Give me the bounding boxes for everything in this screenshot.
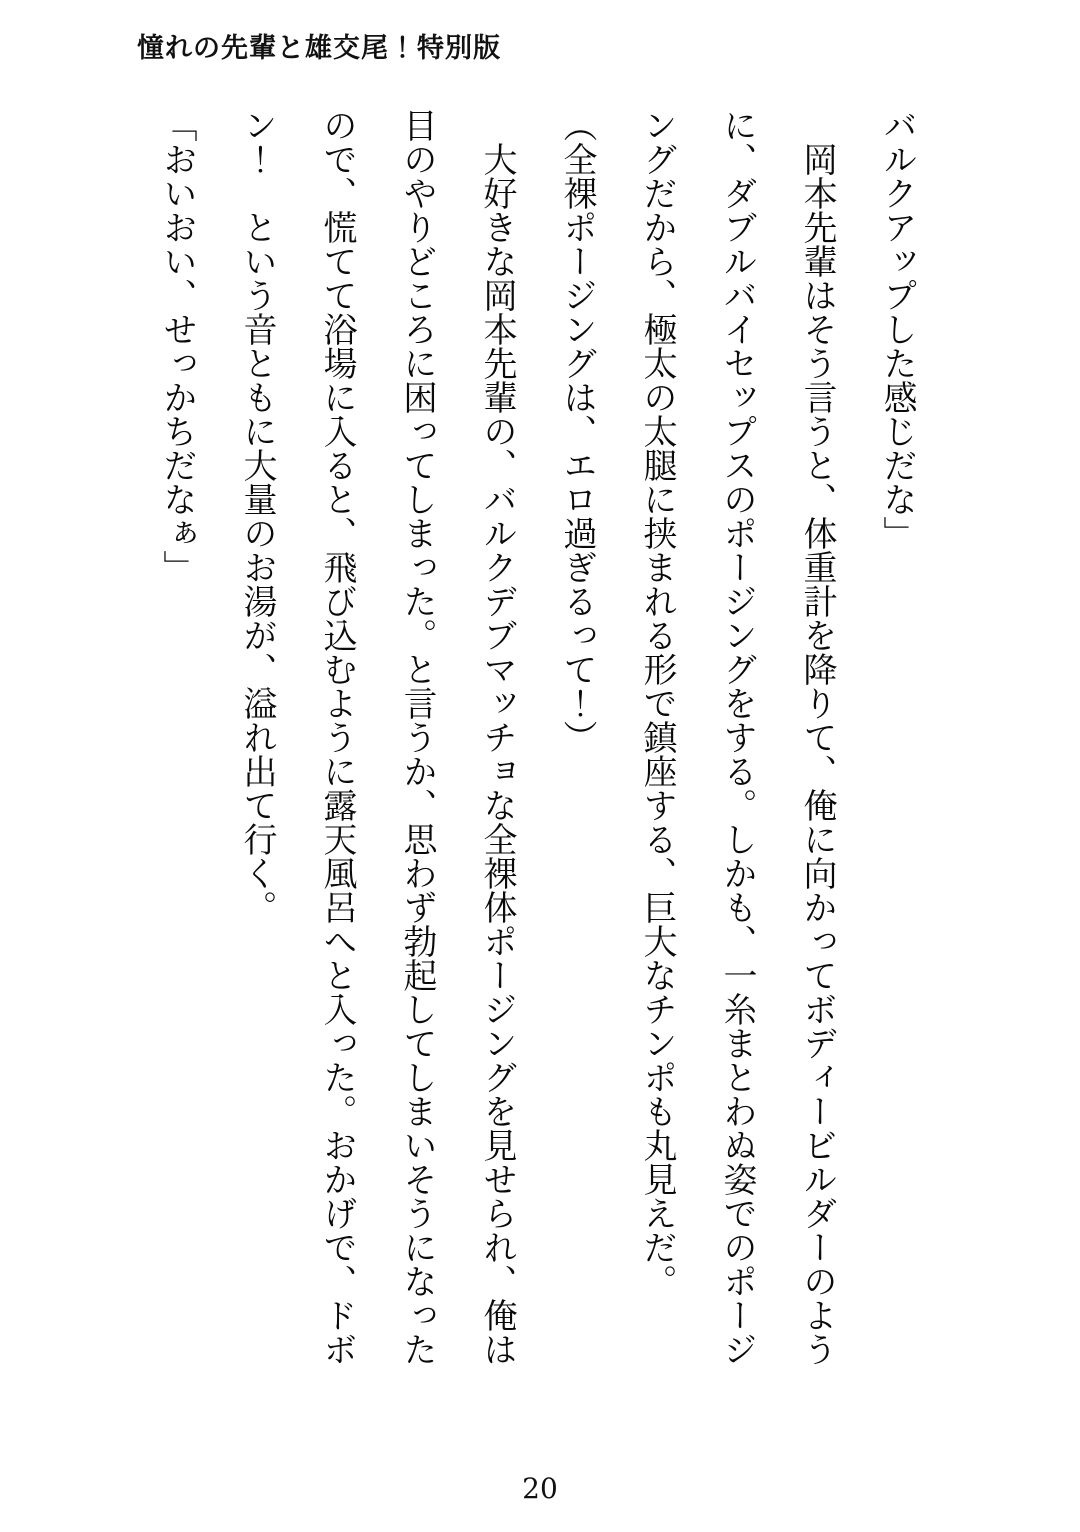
text-line: ン！ という音ともに大量のお湯が、溢れ出て行く。 <box>238 108 276 924</box>
body-text <box>137 108 937 1448</box>
text-line: 目のやりどころに困ってしまった。と言うか、思わず勃起してしまいそうになった <box>398 108 436 1366</box>
text-line: 岡本先輩はそう言うと、体重計を降りて、俺に向かってボディービルダーのよう <box>798 142 836 1366</box>
text-line: 大好きな岡本先輩の、バルクデブマッチョな全裸体ポージングを見せられ、俺は <box>478 142 516 1366</box>
text-line: 「おいおい、せっかちだなぁ」 <box>158 108 196 584</box>
text-line: に、ダブルバイセップスのポージングをする。しかも、一糸まとわぬ姿でのポージ <box>718 108 756 1366</box>
text-line: ので、慌てて浴場に入ると、飛び込むように露天風呂へと入った。おかげで、ドボ <box>318 108 356 1366</box>
page-number: 20 <box>522 1472 558 1505</box>
page-title: 憧れの先輩と雄交尾！特別版 <box>137 33 501 63</box>
text-line: （全裸ポージングは、エロ過ぎるって！） <box>558 108 596 754</box>
text-line: バルクアップした感じだな」 <box>878 108 916 550</box>
text-line: ングだから、極太の太腿に挟まれる形で鎮座する、巨大なチンポも丸見えだ。 <box>638 108 676 1298</box>
